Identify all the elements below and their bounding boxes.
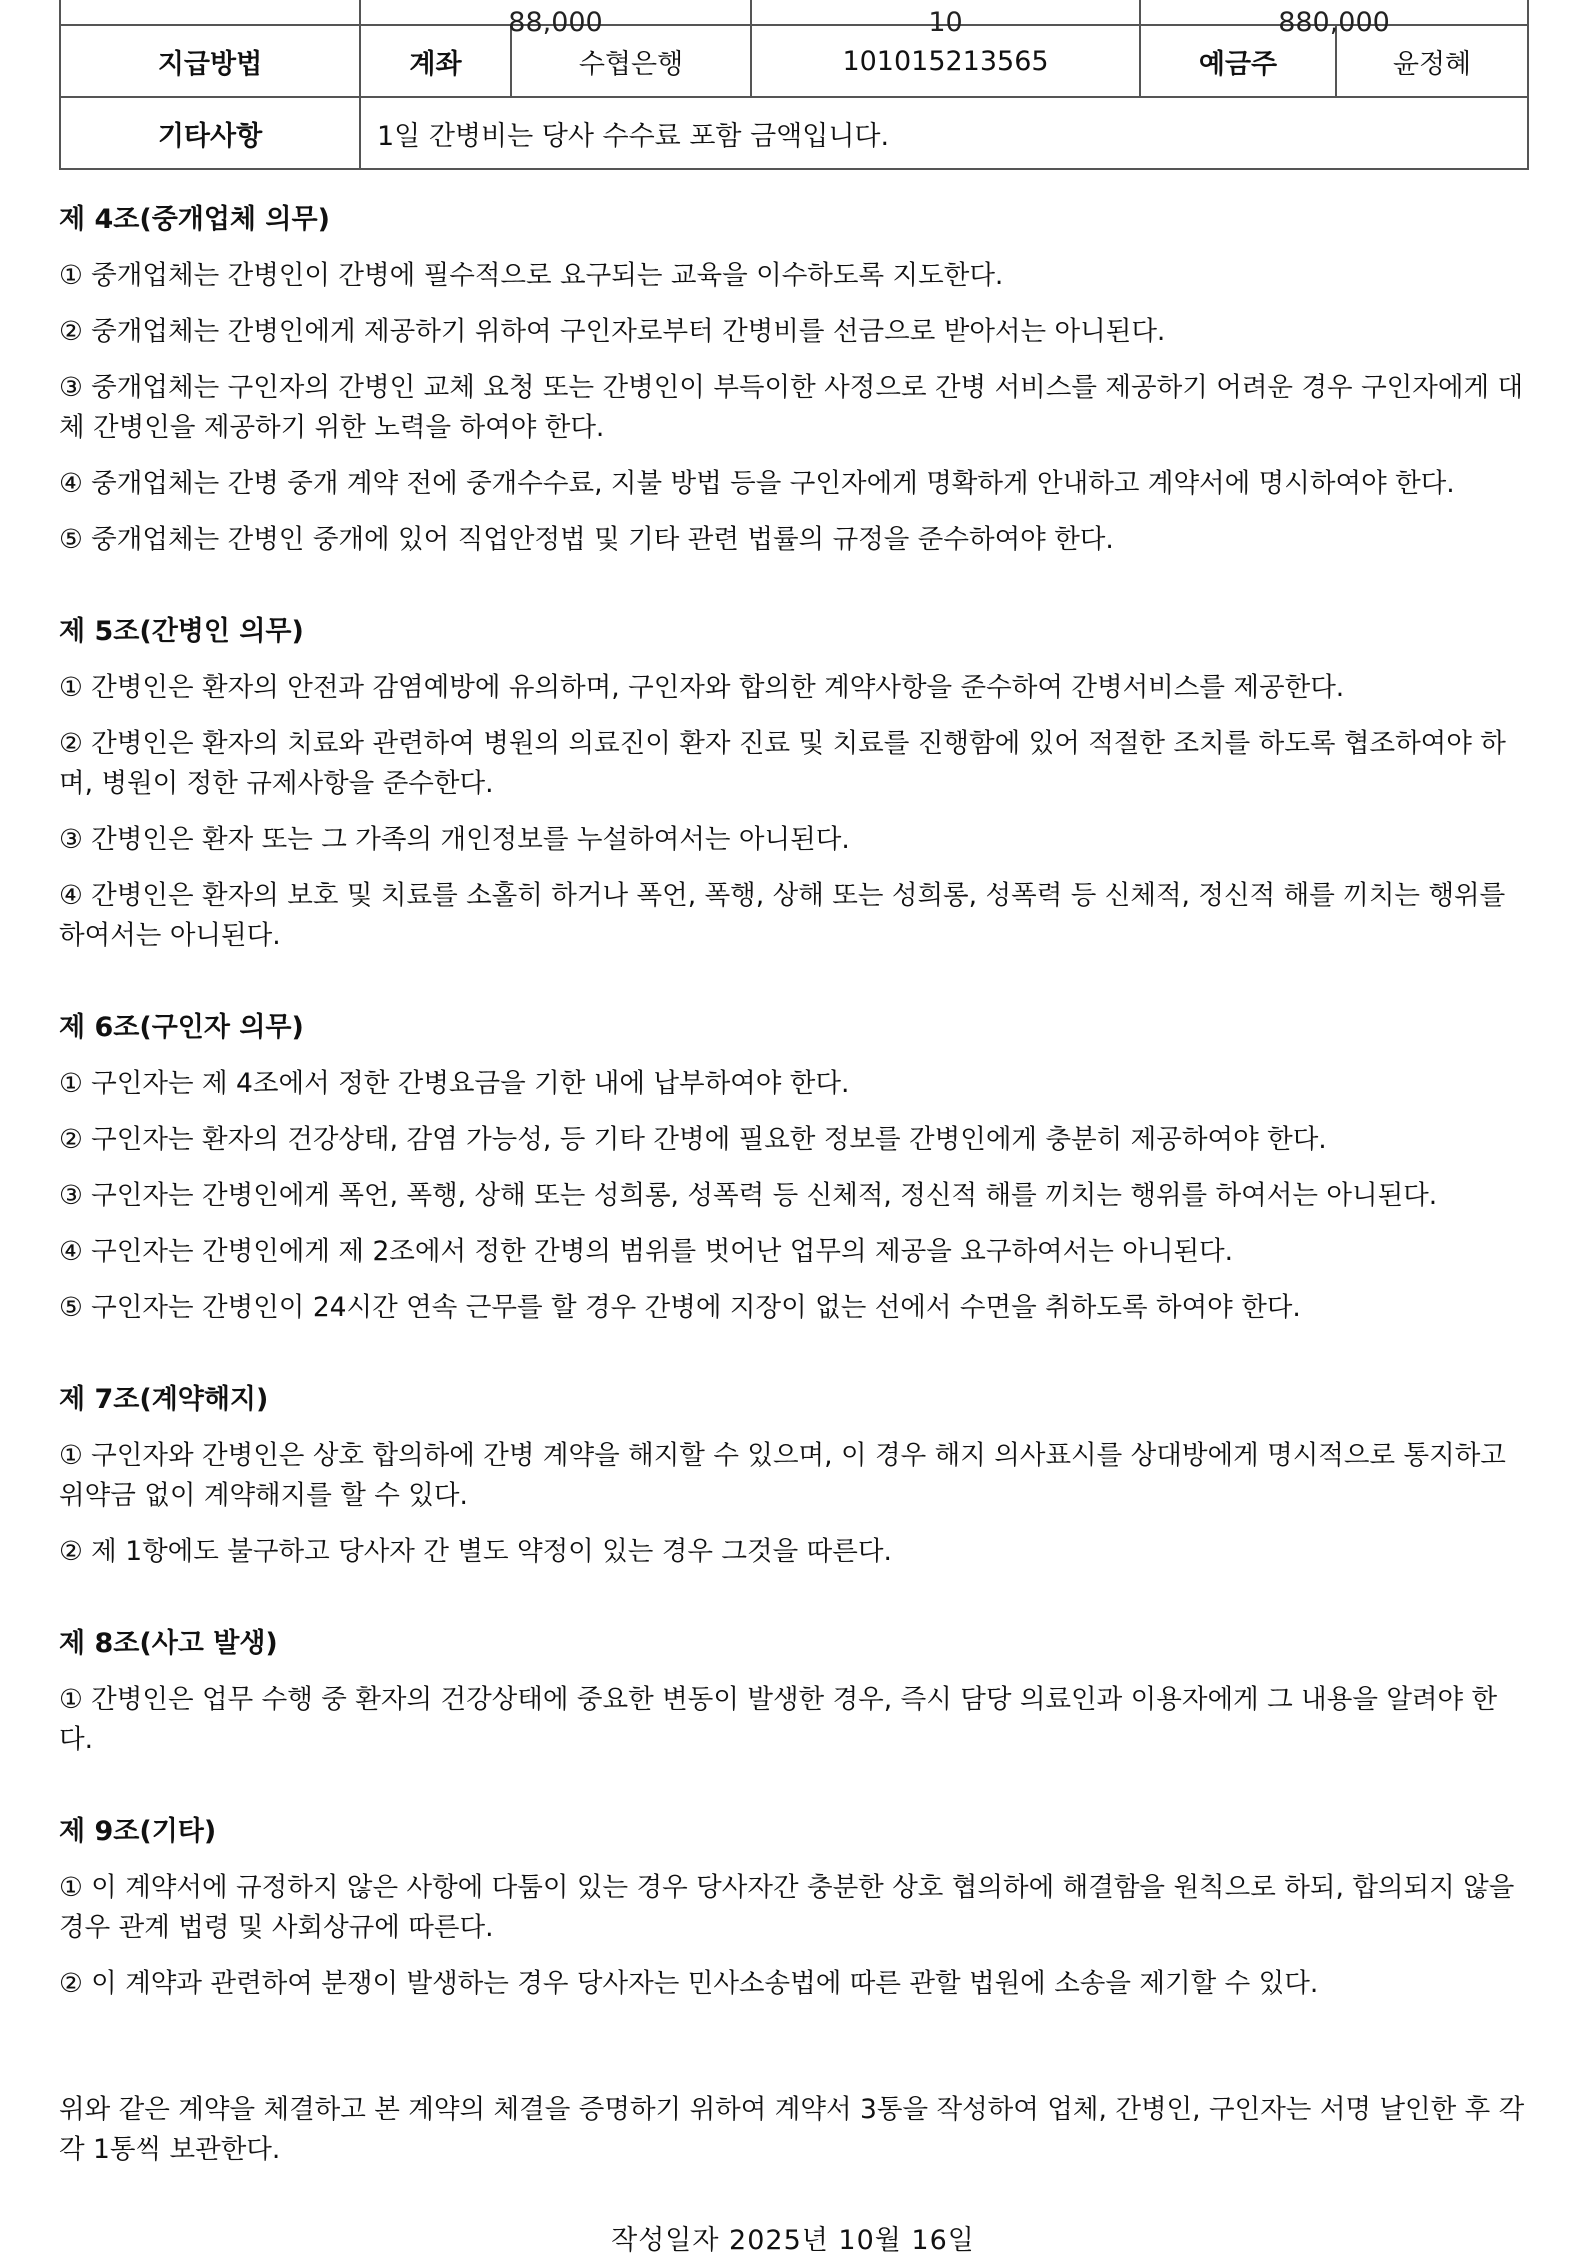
table-row bbox=[60, 0, 1528, 25]
clause: ① 간병인은 환자의 안전과 감염예방에 유의하며, 구인자와 합의한 계약사항을 준수하여 간병서비스를 제공한다. bbox=[59, 672, 1345, 703]
etc-value: 1일 간병비는 당사 수수료 포함 금액입니다. bbox=[360, 97, 1528, 169]
article-9 bbox=[59, 1812, 1527, 2004]
article-title: 제 9조(기타) bbox=[59, 1816, 217, 1847]
clause: ① 구인자는 제 4조에서 정한 간병요금을 기한 내에 납부하여야 한다. bbox=[59, 1068, 850, 1099]
payment-table bbox=[59, 0, 1529, 170]
clause: ② 제 1항에도 불구하고 당사자 간 별도 약정이 있는 경우 그것을 따른다. bbox=[59, 1536, 892, 1567]
payment-method-label: 지급방법 bbox=[60, 25, 360, 97]
clause: ① 구인자와 간병인은 상호 합의하에 간병 계약을 해지할 수 있으며, 이 경우 해지 의사표시를 상대방에게 명시적으로 통지하고 위약금 없이 계약해지를 할 수 있다. bbox=[59, 1440, 1506, 1511]
article-6 bbox=[59, 1008, 1527, 1328]
clause: ② 이 계약과 관련하여 분쟁이 발생하는 경우 당사자는 민사소송법에 따른 관할 법원에 소송을 제기할 수 있다. bbox=[59, 1968, 1319, 1999]
table-row bbox=[60, 97, 1528, 169]
account-holder-label: 예금주 bbox=[1140, 25, 1336, 97]
clause: ① 이 계약서에 규정하지 않은 사항에 다툼이 있는 경우 당사자간 충분한 상호 협의하에 해결함을 원칙으로 하되, 합의되지 않을 경우 관계 법령 및 사회상규에 따른다. bbox=[59, 1872, 1515, 1943]
clause: ④ 중개업체는 간병 중개 계약 전에 중개수수료, 지불 방법 등을 구인자에게 명확하게 안내하고 계약서에 명시하여야 한다. bbox=[59, 468, 1455, 499]
etc-label: 기타사항 bbox=[60, 97, 360, 169]
clause: ④ 간병인은 환자의 보호 및 치료를 소홀히 하거나 폭언, 폭행, 상해 또는 성희롱, 성폭력 등 신체적, 정신적 해를 끼치는 행위를 하여서는 아니된다. bbox=[59, 880, 1506, 951]
article-title: 제 5조(간병인 의무) bbox=[59, 616, 304, 647]
clause: ③ 간병인은 환자 또는 그 가족의 개인정보를 누설하여서는 아니된다. bbox=[59, 824, 850, 855]
table-cell: 88,000 bbox=[360, 0, 751, 25]
contract-date: 작성일자 2025년 10월 16일 bbox=[611, 2225, 975, 2256]
closing-statement: 위와 같은 계약을 체결하고 본 계약의 체결을 증명하기 위하여 계약서 3통을 작성하여 업체, 간병인, 구인자는 서명 날인한 후 각각 1통씩 보관한다. bbox=[59, 2094, 1525, 2165]
clause: ③ 중개업체는 구인자의 간병인 교체 요청 또는 간병인이 부득이한 사정으로 간병 서비스를 제공하기 어려운 경우 구인자에게 대체 간병인을 제공하기 위한 노력을 하여야 한다. bbox=[59, 372, 1524, 443]
clause: ② 중개업체는 간병인에게 제공하기 위하여 구인자로부터 간병비를 선금으로 받아서는 아니된다. bbox=[59, 316, 1166, 347]
clause: ③ 구인자는 간병인에게 폭언, 폭행, 상해 또는 성희롱, 성폭력 등 신체적, 정신적 해를 끼치는 행위를 하여서는 아니된다. bbox=[59, 1180, 1438, 1211]
bank-name: 수협은행 bbox=[511, 25, 751, 97]
article-title: 제 8조(사고 발생) bbox=[59, 1628, 278, 1659]
payment-method-value: 계좌 bbox=[360, 25, 511, 97]
article-7 bbox=[59, 1380, 1527, 1572]
contract-page bbox=[59, 0, 1527, 2256]
article-title: 제 4조(중개업체 의무) bbox=[59, 204, 330, 235]
article-4 bbox=[59, 200, 1527, 560]
article-title: 제 7조(계약해지) bbox=[59, 1384, 269, 1415]
clause: ④ 구인자는 간병인에게 제 2조에서 정한 간병의 범위를 벗어난 업무의 제공을 요구하여서는 아니된다. bbox=[59, 1236, 1234, 1267]
article-title: 제 6조(구인자 의무) bbox=[59, 1012, 304, 1043]
clause: ① 중개업체는 간병인이 간병에 필수적으로 요구되는 교육을 이수하도록 지도한다. bbox=[59, 260, 1004, 291]
clause: ⑤ 중개업체는 간병인 중개에 있어 직업안정법 및 기타 관련 법률의 규정을 준수하여야 한다. bbox=[59, 524, 1114, 555]
account-holder: 윤정혜 bbox=[1336, 25, 1528, 97]
clause: ⑤ 구인자는 간병인이 24시간 연속 근무를 할 경우 간병에 지장이 없는 선에서 수면을 취하도록 하여야 한다. bbox=[59, 1292, 1301, 1323]
table-cell bbox=[60, 0, 360, 25]
account-number: 101015213565 bbox=[751, 25, 1140, 97]
table-cell: 10 bbox=[751, 0, 1140, 25]
article-5 bbox=[59, 612, 1527, 956]
clause: ① 간병인은 업무 수행 중 환자의 건강상태에 중요한 변동이 발생한 경우, 즉시 담당 의료인과 이용자에게 그 내용을 알려야 한다. bbox=[59, 1684, 1498, 1755]
article-8 bbox=[59, 1624, 1527, 1760]
table-cell: 880,000 bbox=[1140, 0, 1528, 25]
clause: ② 간병인은 환자의 치료와 관련하여 병원의 의료진이 환자 진료 및 치료를 진행함에 있어 적절한 조치를 하도록 협조하여야 하며, 병원이 정한 규제사항을 준수한다. bbox=[59, 728, 1506, 799]
clause: ② 구인자는 환자의 건강상태, 감염 가능성, 등 기타 간병에 필요한 정보를 간병인에게 충분히 제공하여야 한다. bbox=[59, 1124, 1327, 1155]
